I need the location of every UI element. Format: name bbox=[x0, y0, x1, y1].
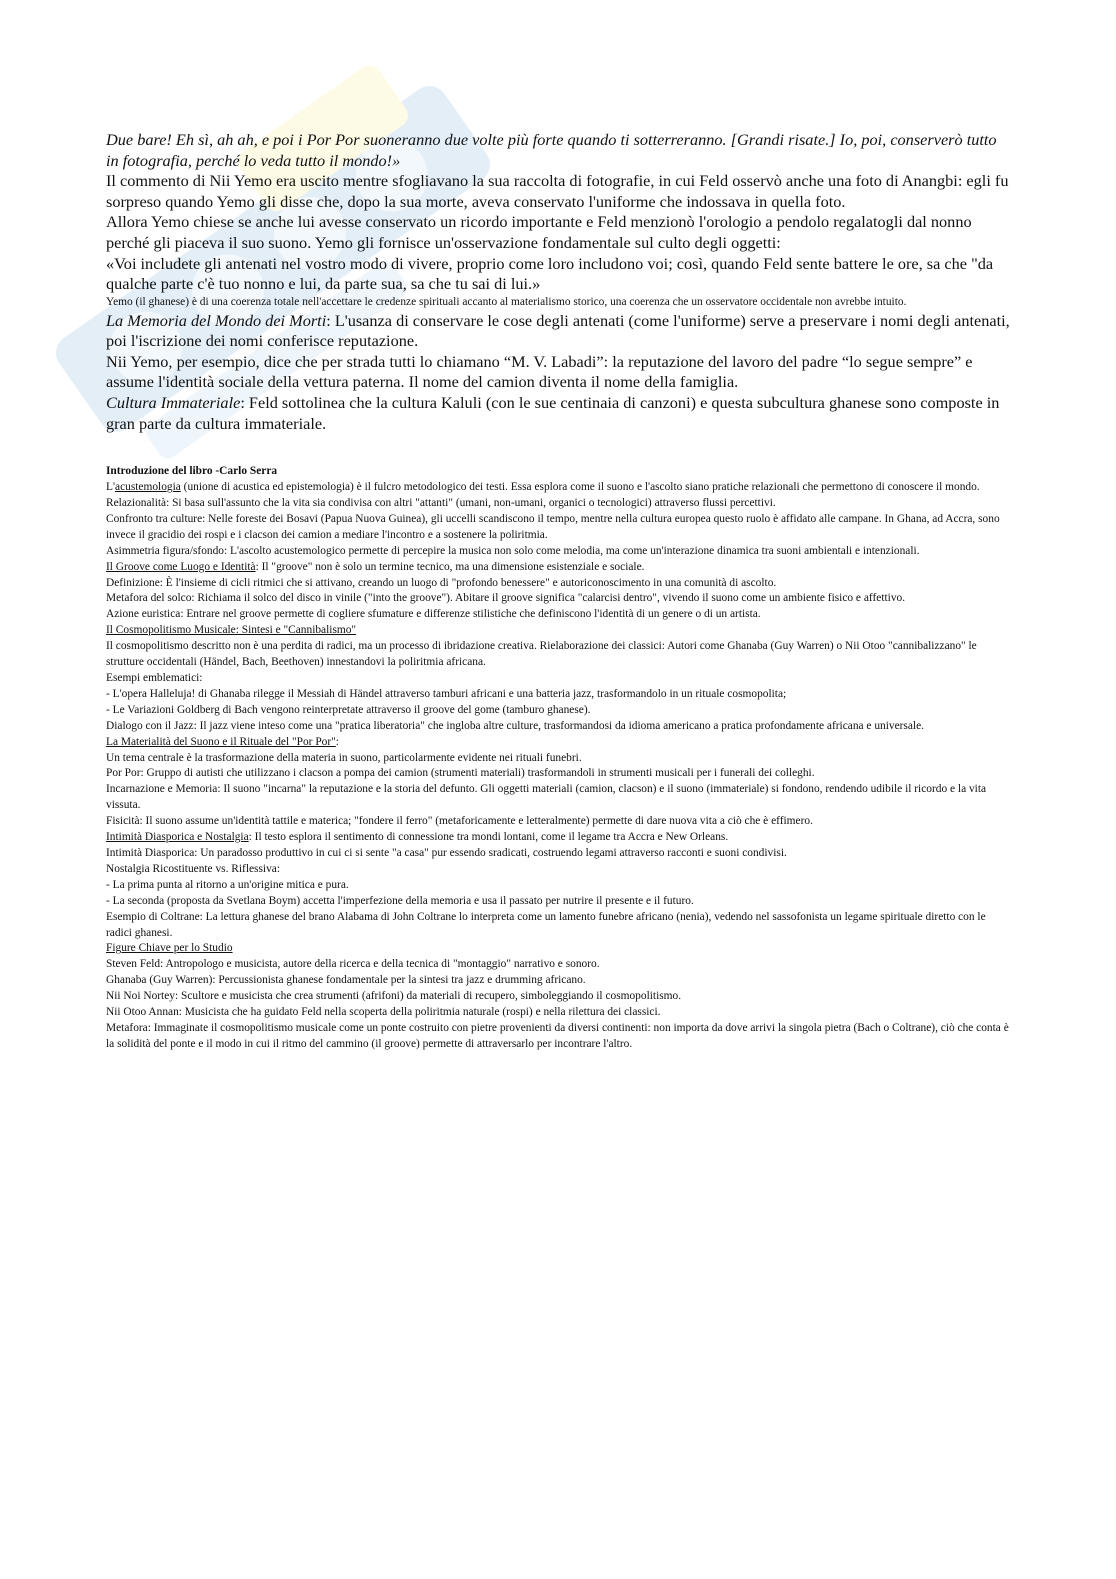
paragraph-cultura: Cultura Immateriale: Feld sottolinea che la cultura Kaluli (con le sue centinaia di canzoni) e questa subcultura ghanese sono composte in gran parte da cultura immateriale. bbox=[106, 393, 1000, 433]
paragraph-nortey: Nii Noi Nortey: Scultore e musicista che crea strumenti (afrifoni) da materiali di recupero, simboleggiando il cosmopolitismo. bbox=[106, 990, 682, 1003]
subheading-intimita: Intimità Diasporica e Nostalgia bbox=[106, 831, 249, 844]
paragraph-confronto: Confronto tra culture: Nelle foreste dei Bosavi (Papua Nuova Guinea), gli uccelli scandiscono il tempo, mentre nella cultura europea questo ruolo è affidato alle campane. In Ghana, ad Accra, sono invece il gracidio dei rospi e i clacson dei camion a mediare l'incontro e a sostenere la poliritmia. bbox=[106, 512, 1000, 541]
paragraph-feld: Steven Feld: Antropologo e musicista, autore della ricerca e della tecnica di "montaggio" narrativo e sonoro. bbox=[106, 958, 600, 971]
list-item-prima: - La prima punta al ritorno a un'origine mitica e pura. bbox=[106, 878, 349, 891]
paragraph-coltrane: Esempio di Coltrane: La lettura ghanese del brano Alabama di John Coltrane lo interpreta come un lamento funebre africano (nenia), vedendo nel sassofonista un legame spirituale diretto con le radici ghanesi. bbox=[106, 910, 986, 939]
cultura-label: Cultura Immateriale bbox=[106, 393, 241, 413]
paragraph-por-por: Por Por: Gruppo di autisti che utilizzano i clacson a pompa dei camion (strumenti materiali) trasformandoli in strumenti musicali per i funerali dei colleghi. bbox=[106, 767, 815, 780]
paragraph-intimita-head: Intimità Diasporica e Nostalgia: Il testo esplora il sentimento di connessione tra mondi lontani, come il legame tra Accra e New Orleans. bbox=[106, 831, 729, 844]
paragraph-ghanaba: Ghanaba (Guy Warren): Percussionista ghanese fondamentale per la sintesi tra jazz e drumming africano. bbox=[106, 974, 586, 987]
paragraph-esempi: Esempi emblematici: bbox=[106, 672, 203, 684]
paragraph-commento: Il commento di Nii Yemo era uscito mentre sfogliavano la sua raccolta di fotografie, in cui Feld osservò anche una foto di Anangbi: egli fu sorpreso quando Yemo gli disse che, dopo la sua morte, aveva conservato l'uniforme che indossava in quella foto. bbox=[106, 171, 1009, 211]
paragraph-nostalgia: Nostalgia Ricostituente vs. Riflessiva: bbox=[106, 862, 281, 875]
subheading-cosmopolitismo: Il Cosmopolitismo Musicale: Sintesi e "Cannibalismo" bbox=[106, 624, 357, 637]
paragraph-memoria: La Memoria del Mondo dei Morti: L'usanza di conservare le cose degli antenati (come l'uniforme) serve a preservare i nomi degli antenati, poi l'iscrizione dei nomi conferisce reputazione. bbox=[106, 310, 1010, 351]
paragraph-tema: Un tema centrale è la trasformazione della materia in suono, particolarmente evidente nei rituali funebri. bbox=[106, 751, 582, 764]
quote-end: Due bare! Eh sì, ah ah, e poi i Por Por suoneranno due volte più forte quando ti sotterreranno. [Grandi risate.] Io, poi, conserverò tutto in fotografia, perché lo veda tutto il mondo!» bbox=[106, 130, 997, 170]
paragraph-metafora-solco: Metafora del solco: Richiama il solco del disco in vinile ("into the groove"). Abitare il groove significa "calarcisi dentro", vivendo il suono come un ambiente fisico e affettivo. bbox=[106, 592, 906, 605]
paragraph-dialogo: Dialogo con il Jazz: Il jazz viene inteso come una "pratica liberatoria" che ingloba altre culture, trasformandosi da idioma americano a pratica profondamente africana e universale. bbox=[106, 719, 924, 732]
paragraph-acustemologia: L'acustemologia (unione di acustica ed epistemologia) è il fulcro metodologico dei testi. Essa esplora come il suono e l'ascolto siano pratiche relazionali che permettono di conoscere il mondo. bbox=[106, 481, 980, 494]
paragraph-definizione: Definizione: È l'insieme di cicli ritmici che si attivano, creando un luogo di "profondo benessere" e autoriconoscimento in una comunità di ascolto. bbox=[106, 576, 777, 589]
paragraph-cosmopolitismo: Il cosmopolitismo descritto non è una perdita di radici, ma un processo di ibridazione creativa. Rielaborazione dei classici: Autori come Ghanaba (Guy Warren) o Nii Otoo "cannibalizzano" le strutture occidentali (Händel, Bach, Beethoven) innestandovi la poliritmia africana. bbox=[106, 640, 977, 669]
list-item-halleluja: - L'opera Halleluja! di Ghanaba rilegge il Messiah di Händel attraverso tamburi africani e una batteria jazz, trasformandolo in un rituale cosmopolita; bbox=[106, 687, 787, 700]
paragraph-allora: Allora Yemo chiese se anche lui avesse conservato un ricordo importante e Feld menzionò l'orologio a pendolo regalatogli dal nonno perché gli piaceva il suo suono. Yemo gli fornisce un'osservazione fondamentale sul culto degli oggetti: bbox=[106, 212, 972, 252]
subheading-materialita: La Materialità del Suono e il Rituale del "Por Por": bbox=[106, 735, 339, 748]
list-item-goldberg: - Le Variazioni Goldberg di Bach vengono reinterpretate attraverso il groove del gome (tamburo ghanese). bbox=[106, 703, 591, 716]
paragraph-fisicita: Fisicità: Il suono assume un'identità tattile e materica; "fondere il ferro" (metaforicamente e letteralmente) permette di dare nuova vita a ciò che è effimero. bbox=[106, 815, 813, 828]
subheading-figure: Figure Chiave per lo Studio bbox=[106, 942, 233, 955]
list-item-seconda: - La seconda (proposta da Svetlana Boym) accetta l'imperfezione della memoria e usa il passato per nutrire il presente e il futuro. bbox=[106, 894, 694, 907]
section-heading: Introduzione del libro -Carlo Serra bbox=[106, 465, 278, 478]
paragraph-groove: Il Groove come Luogo e Identità: Il "groove" non è solo un termine tecnico, ma una dimensione esistenziale e sociale. bbox=[106, 560, 645, 573]
acustemologia-term: acustemologia bbox=[115, 481, 181, 494]
paragraph-nii-yemo: Nii Yemo, per esempio, dice che per strada tutti lo chiamano “M. V. Labadi”: la reputazione del lavoro del padre “lo segue sempre” e assume l'identità sociale della vettura paterna. Il nome del camion diventa il nome della famiglia. bbox=[106, 351, 973, 392]
paragraph-metafora: Metafora: Immaginate il cosmopolitismo musicale come un ponte costruito con pietre provenienti da diversi continenti: non importa da dove arrivi la singola pietra (Bach o Coltrane), ciò che conta è la solidità del ponte e il modo in cui il ritmo del cammino (il groove) permette di attraversarlo per incontrare l'altro. bbox=[106, 1021, 1009, 1050]
paragraph-quote-voi: «Voi includete gli antenati nel vostro modo di vivere, proprio come loro includono voi; così, quando Feld sente battere le ore, sa che "da qualche parte c'è tuo nonno e lui, da parte sua, sa che tu sai di lui.» bbox=[106, 253, 994, 294]
document-page bbox=[106, 130, 1011, 1053]
paragraph-azione: Azione euristica: Entrare nel groove permette di cogliere sfumature e differenze stilistiche che definiscono l'identità di un genere o di un artista. bbox=[106, 608, 761, 621]
paragraph-note: Yemo (il ghanese) è di una coerenza totale nell'accettare le credenze spirituali accanto al materialismo storico, una coerenza che un osservatore occidentale non avrebbe intuito. bbox=[106, 295, 907, 308]
memoria-label: La Memoria del Mondo dei Morti bbox=[106, 310, 327, 330]
paragraph-annan: Nii Otoo Annan: Musicista che ha guidato Feld nella scoperta della poliritmia naturale (rospi) e nella rilettura dei classici. bbox=[106, 1006, 661, 1019]
paragraph-incarnazione: Incarnazione e Memoria: Il suono "incarna" la reputazione e la storia del defunto. Gli oggetti materiali (camion, clacson) e il suono (immateriale) si fondono, rendendo udibile il ricordo e la vita vissuta. bbox=[106, 783, 987, 812]
paragraph-relazionalita: Relazionalità: Si basa sull'assunto che la vita sia condivisa con altri "attanti" (umani, non-umani, organici o tecnologici) attraverso flussi percettivi. bbox=[106, 497, 776, 510]
subheading-groove: Il Groove come Luogo e Identità bbox=[106, 560, 256, 573]
paragraph-asimmetria: Asimmetria figura/sfondo: L'ascolto acustemologico permette di percepire la musica non solo come melodia, ma come un'interazione dinamica tra suoni ambientali e intenzionali. bbox=[106, 544, 920, 557]
paragraph-intimita: Intimità Diasporica: Un paradosso produttivo in cui ci si sente "a casa" pur essendo sradicati, costruendo legami attraverso racconti e suoni condivisi. bbox=[106, 846, 787, 859]
